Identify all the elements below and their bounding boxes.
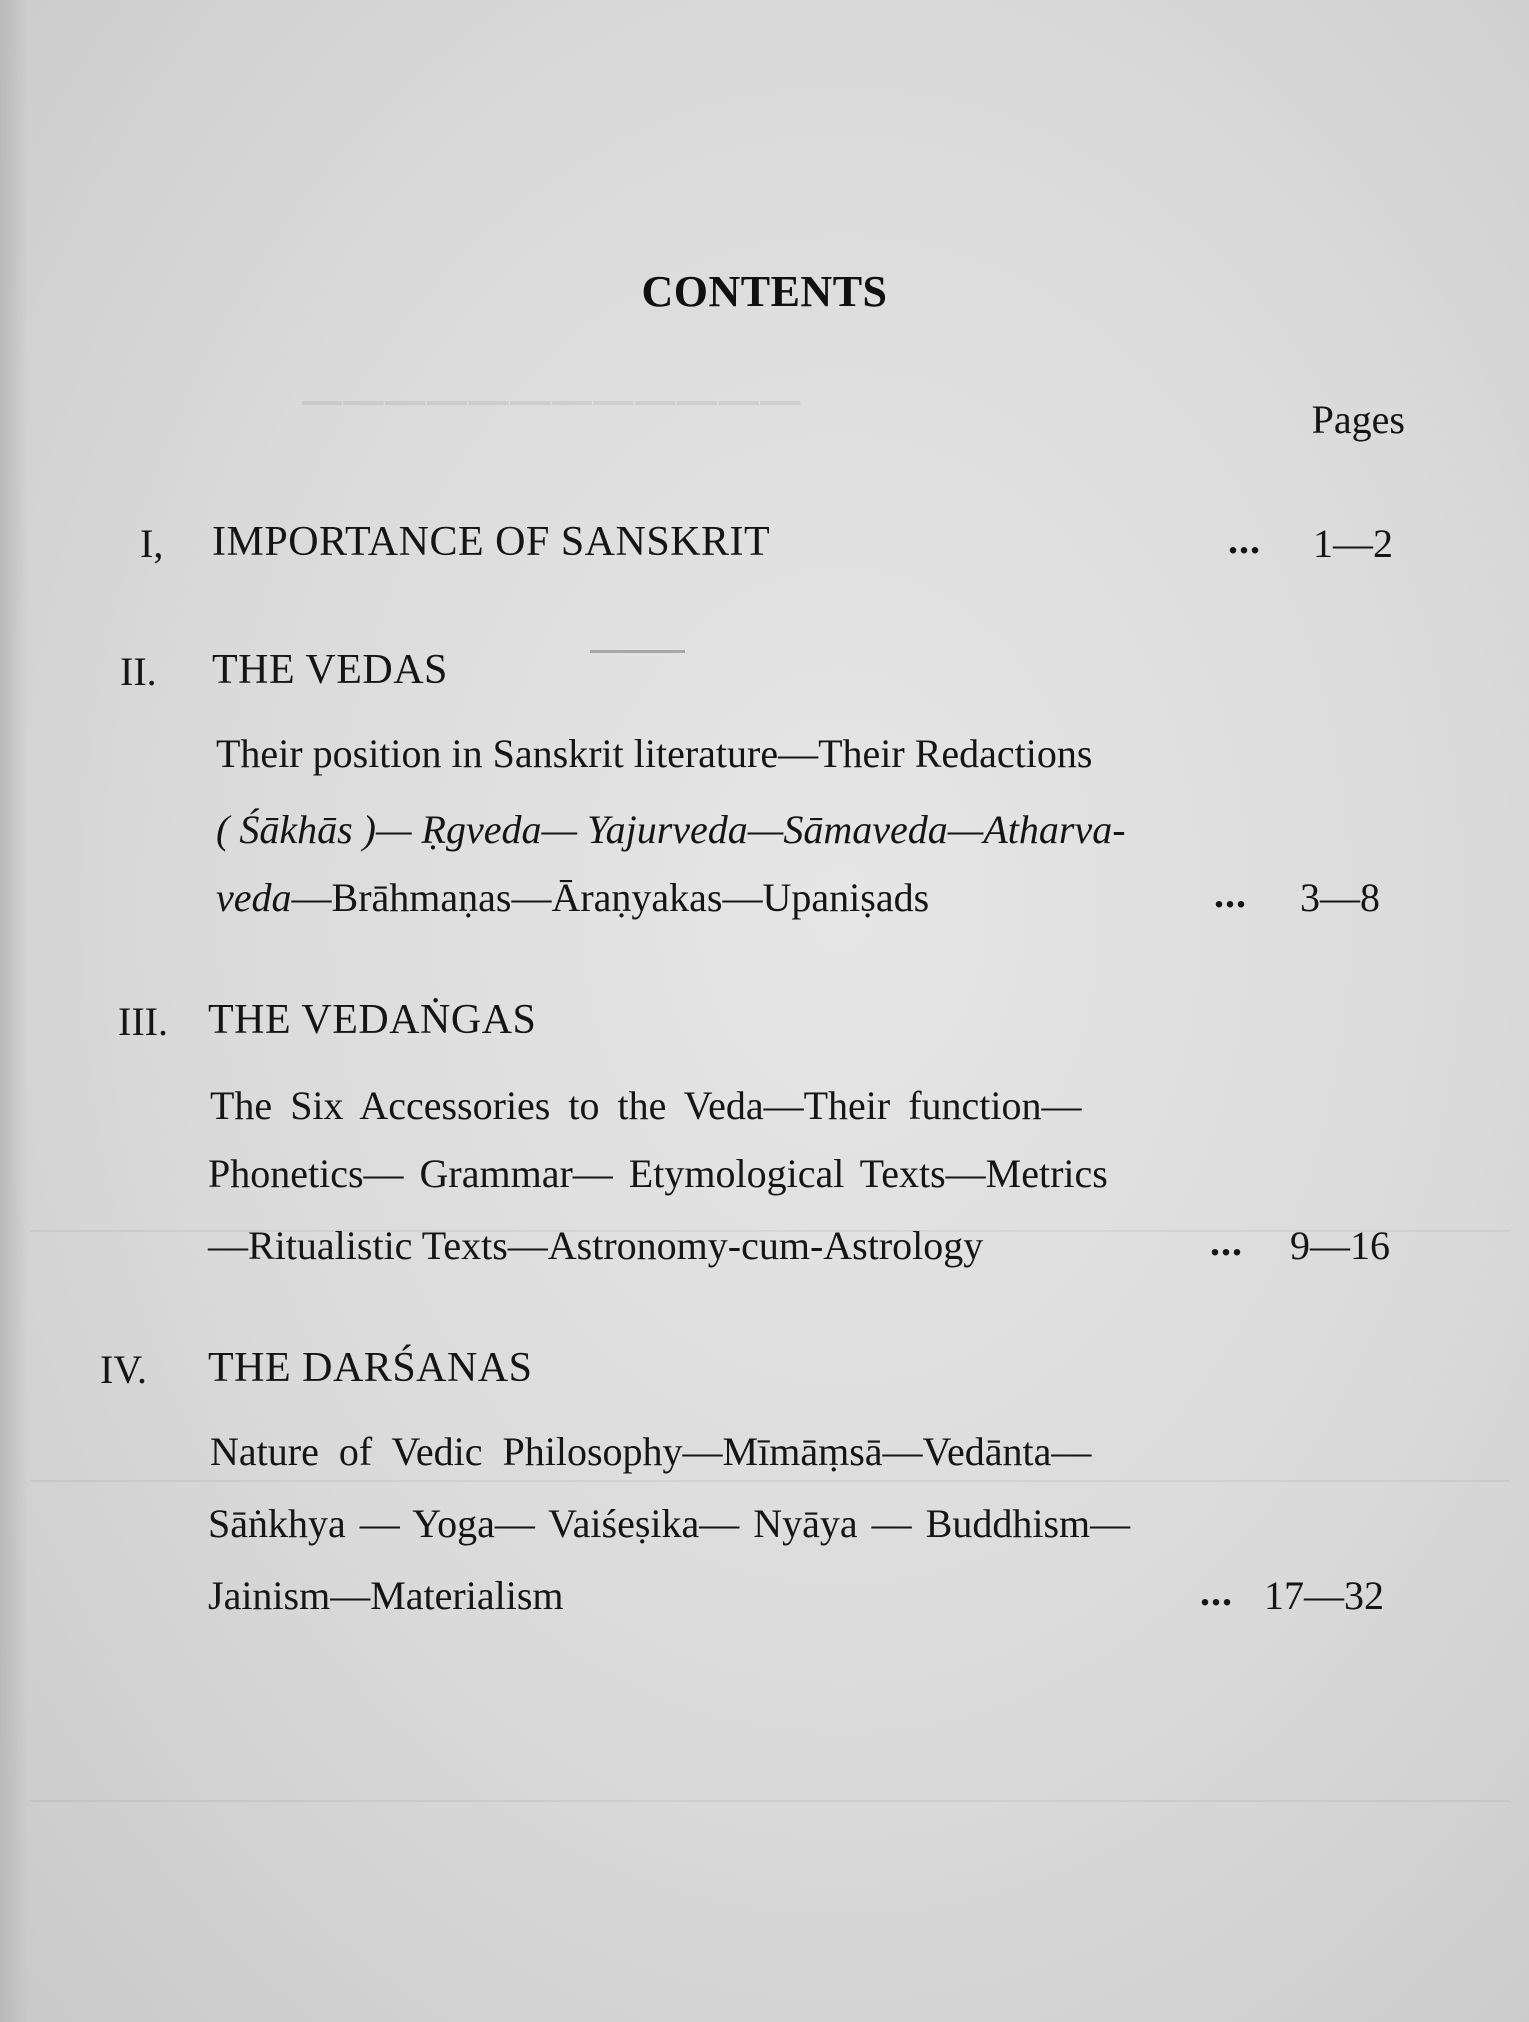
section-numeral: IV. [100,1347,148,1392]
section-divider [590,650,685,653]
leader-dots: ... [1200,1569,1233,1614]
leader-dots: ... [1214,871,1247,916]
page-range: 3—8 [1300,875,1380,920]
leader-dots: ... [1228,517,1261,562]
page-range: 1—2 [1313,521,1393,566]
leader-dots: ... [1210,1219,1243,1264]
section-description-line: Jainism—Materialism [208,1573,564,1618]
section-description-line: veda—Brāhmaṇas—Āraṇyakas—Upaniṣads [216,875,930,920]
section-numeral: II. [120,649,157,694]
section-description-line: Nature of Vedic Philosophy—Mīmāṃsā—Vedānta— [210,1429,1092,1474]
section-description-line: Their position in Sanskrit literature—Their Redactions [216,731,1093,776]
show-through-texture: ──────────── [0,0,1529,2022]
page-range: 17—32 [1264,1573,1384,1618]
section-heading: THE VEDAS [212,647,448,693]
section-heading: THE DARŚANAS [208,1345,533,1391]
section-numeral: I, [140,521,164,566]
contents-title: CONTENTS [641,267,888,316]
section-heading: IMPORTANCE OF SANSKRIT [212,519,771,565]
pages-column-heading: Pages [1311,397,1405,442]
page-range: 9—16 [1290,1223,1390,1268]
section-description-line: ( Śākhās )— Ṛgveda— Yajurveda—Sāmaveda—Atharva- [216,807,1126,852]
section-description-line: The Six Accessories to the Veda—Their function— [210,1083,1082,1128]
section-description-rest: —Brāhmaṇas—Āraṇyakas—Upaniṣads [291,875,930,920]
section-description-line: —Ritualistic Texts—Astronomy-cum-Astrology [208,1223,984,1268]
section-heading: THE VEDAṄGAS [208,997,537,1043]
section-numeral: III. [118,999,168,1044]
section-description-line: Phonetics— Grammar— Etymological Texts—Metrics [208,1151,1108,1196]
section-description-line: Sāṅkhya — Yoga— Vaiśeṣika— Nyāya — Buddhism— [208,1501,1131,1546]
